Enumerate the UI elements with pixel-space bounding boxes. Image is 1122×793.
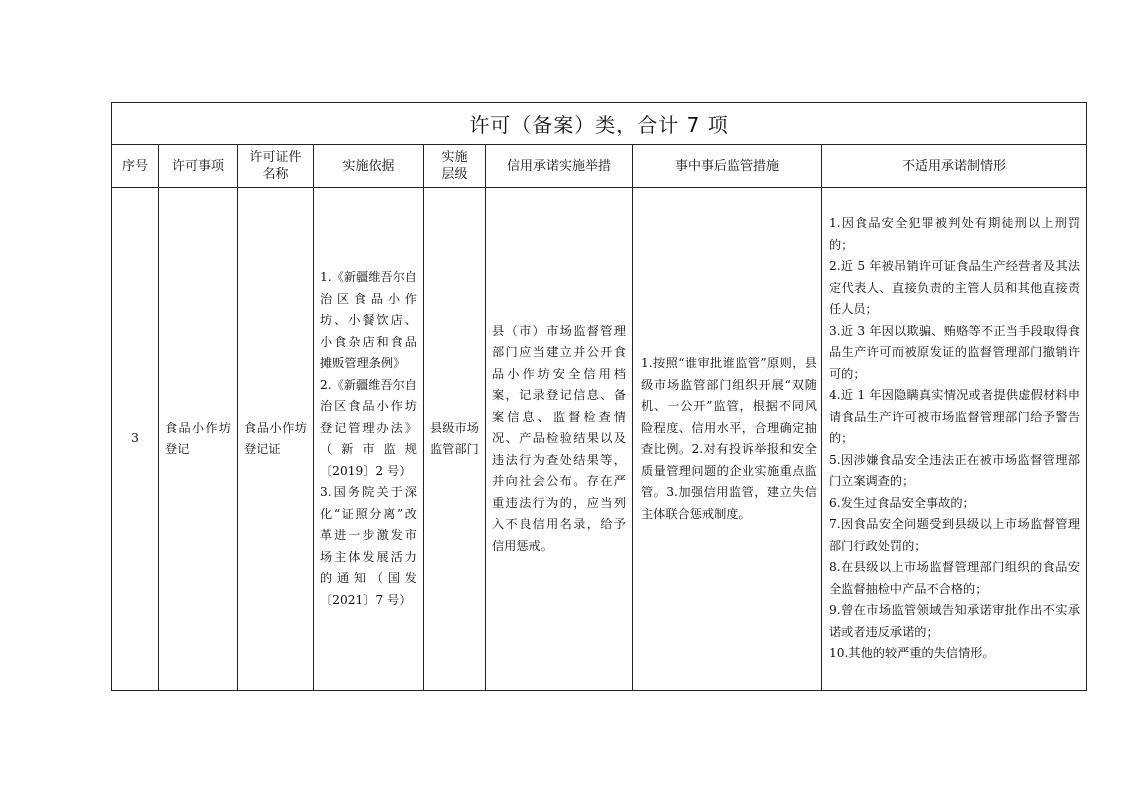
cell-level-text: 县级市场监管部门	[430, 420, 479, 456]
cell-item-text: 食品小作坊登记	[165, 420, 231, 456]
cell-item	[159, 188, 238, 691]
header-cert-line2: 名称	[262, 167, 289, 182]
cell-seq: 3	[112, 188, 159, 691]
cell-exclusions	[822, 188, 1087, 691]
exclusion-item-8: 8.在县级以上市场监督管理部门组织的食品安全监督抽检中产品不合格的；	[829, 560, 1081, 596]
cell-supervision-text: 1.按照“谁审批谁监管”原则，县级市场监管部门组织开展“双随机、一公开”监管，根据不同风险程度、信用水平，合理确定抽查比例。2.对有投诉举报和安全质量管理问题的企业实施重点监管。3.加强信用监管，建立失信主体联合惩戒制度。	[641, 356, 817, 521]
exclusion-item-3: 3.近 3 年因以欺骗、贿赂等不正当手段取得食品生产许可而被原发证的监督管理部门撤销许可的；	[829, 323, 1081, 381]
header-supervision: 事中事后监管措施	[633, 145, 822, 188]
table-title: 许可（备案）类，合计 7 项	[112, 103, 1087, 145]
exclusion-item-5: 5.因涉嫌食品安全违法正在被市场监督管理部门立案调查的；	[829, 452, 1081, 489]
header-item: 许可事项	[159, 145, 238, 188]
exclusion-item-4: 4.近 1 年因隐瞒真实情况或者提供虚假材料申请食品生产许可被市场监督管理部门给予警告的；	[829, 388, 1081, 446]
basis-list	[314, 267, 423, 611]
header-level-line2: 层级	[441, 167, 468, 182]
header-basis: 实施依据	[314, 145, 424, 188]
cell-cert-text: 食品小作坊登记证	[244, 420, 307, 456]
exclusion-item-9: 9.曾在市场监管领域告知承诺审批作出不实承诺或者违反承诺的；	[829, 603, 1081, 639]
header-cert-line1: 许可证件	[249, 150, 302, 165]
table-row	[112, 188, 1087, 691]
exclusion-item-10: 10.其他的较严重的失信情形。	[829, 646, 995, 661]
cell-commitment	[486, 188, 633, 691]
cell-commitment-text: 县（市）市场监督管理部门应当建立并公开食品小作坊安全信用档案，记录登记信息、备案信息、监督检查情况、产品检验结果以及违法行为查处结果等，并向社会公布。存在严重违法行为的，应当列入不良信用名录，给予信用惩戒。	[492, 323, 626, 553]
license-table	[111, 102, 1087, 691]
cell-cert	[238, 188, 314, 691]
header-level-line1: 实施	[441, 150, 468, 165]
basis-item-1: 1.《新疆维吾尔自治区食品小作坊、小餐饮店、小食杂店和食品摊贩管理条例》	[320, 270, 417, 370]
exclusion-item-7: 7.因食品安全问题受到县级以上市场监督管理部门行政处罚的；	[829, 517, 1081, 553]
exclusions-list	[822, 213, 1086, 665]
basis-item-3: 3.国务院关于深化“证照分离”改革进一步激发市场主体发展活力的通知（国发〔2021〕7 号）	[320, 485, 417, 607]
cell-basis	[314, 188, 424, 691]
exclusion-item-6: 6.发生过食品安全事故的；	[829, 495, 975, 510]
header-level	[424, 145, 486, 188]
cell-level	[424, 188, 486, 691]
header-row	[112, 145, 1087, 188]
exclusion-item-1: 1.因食品安全犯罪被判处有期徒刑以上刑罚的；	[829, 216, 1081, 252]
basis-item-2: 2.《新疆维吾尔自治区食品小作坊登记管理办法》（新市监规〔2019〕2 号）	[320, 377, 417, 478]
header-commitment: 信用承诺实施举措	[486, 145, 633, 188]
header-seq: 序号	[112, 145, 159, 188]
header-cert	[238, 145, 314, 188]
header-exclusions: 不适用承诺制情形	[822, 145, 1087, 188]
cell-supervision	[633, 188, 822, 691]
exclusion-item-2: 2.近 5 年被吊销许可证食品生产经营者及其法定代表人、直接负责的主管人员和其他直接责任人员；	[829, 259, 1081, 317]
